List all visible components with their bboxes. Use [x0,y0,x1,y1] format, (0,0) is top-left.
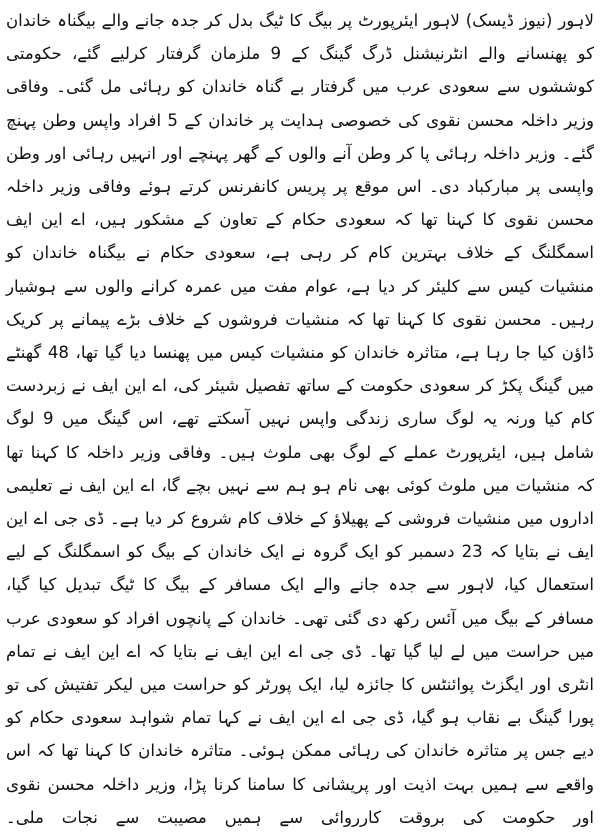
article-body: لاہور (نیوز ڈیسک) لاہور ایئرپورٹ پر بیگ کا ٹیگ بدل کر جدہ جانے والے بیگناہ خاندان کو پھنسانے والے انٹرنیشنل ڈرگ گینگ کے 9 ملزمان گرفتار کرلیے گئے، حکومتی کوششوں سے سعودی عرب میں گرفتار بے گناہ خاندان کو رہائی مل گئی۔ وفاقی وزیر داخلہ محسن نقوی کی خصوصی ہدایت پر خاندان کے 5 افراد واپس وطن پہنچ گئے۔ وزیر داخلہ رہائی پا کر وطن آنے والوں کے گھر پہنچے اور انہیں رہائی اور وطن واپسی پر مبارکباد دی۔ اس موقع پر پریس کانفرنس کرتے ہوئے وفاقی وزیر داخلہ محسن نقوی کا کہنا تھا کہ سعودی حکام کے تعاون کے مشکور ہیں، اے این ایف اسمگلنگ کے خلاف بہترین کام کر رہی ہے، سعودی حکام نے بیگناہ خاندان کو منشیات کیس سے کلیئر کر دیا ہے، عوام مفت میں عمرہ کرانے والوں سے ہوشیار رہیں۔ محسن نقوی کا کہنا تھا کہ منشیات فروشوں کے خلاف بڑے پیمانے پر کریک ڈاؤن کیا جا رہا ہے، متاثرہ خاندان کو منشیات کیس میں پھنسا دیا گیا تھا، 48 گھنٹے میں گینگ پکڑ کر سعودی حکومت کے ساتھ تفصیل شیئر کی، اے این ایف نے زبردست کام کیا ورنہ یہ لوگ ساری زندگی واپس نہیں آسکتے تھے، اس گینگ میں 9 لوگ شامل ہیں، ایئرپورٹ عملے کے لوگ بھی ملوث ہیں۔ وفاقی وزیر داخلہ کا کہنا تھا کہ منشیات میں ملوث کوئی بھی نام ہو ہم سے نہیں بچے گا، اے این ایف نے تعلیمی اداروں میں منشیات فروشی کے پھیلاؤ کے خلاف کام شروع کر دیا ہے۔ ڈی جی اے این ایف نے بتایا کہ 23 دسمبر کو ایک گروہ نے ایک خاندان کے بیگ کو اسمگلنگ کے لیے استعمال کیا، لاہور سے جدہ جانے والے ایک مسافر کے بیگ کا ٹیگ تبدیل کیا گیا، مسافر کے بیگ میں آئس رکھ دی گئی تھی۔ خاندان کے پانچوں افراد کو سعودی عرب میں حراست میں لے لیا گیا تھا۔ ڈی جی اے این ایف نے بتایا کہ اے این ایف نے تمام انٹری اور ایگزٹ پوائنٹس کا جائزہ لیا، ایک پورٹر کو حراست میں لیکر تفتیش کی تو پورا گینگ بے نقاب ہو گیا، ڈی جی اے این ایف نے کہا تمام شواہد سعودی حکام کو دیے جس پر متاثرہ خاندان کی رہائی ممکن ہوئی۔ متاثرہ خاندان کا کہنا تھا کہ اس واقعے سے ہمیں بہت اذیت اور پریشانی کا سامنا کرنا پڑا، وزیر داخلہ محسن نقوی اور حکومت کی بروقت کارروائی سے ہمیں مصیبت سے نجات ملی۔ [6,11,594,827]
